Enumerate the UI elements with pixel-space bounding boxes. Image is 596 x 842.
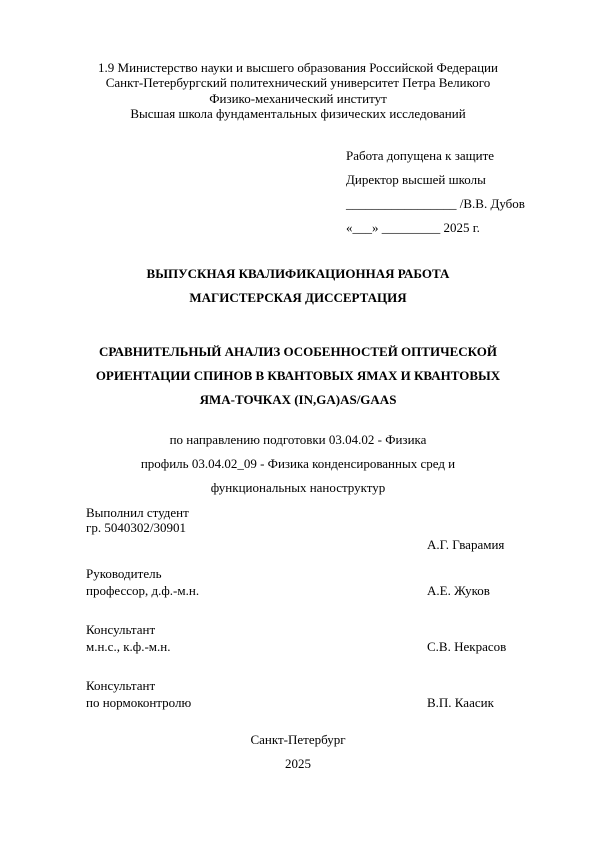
norm-consultant-name: В.П. Каасик (427, 695, 494, 710)
student-name: А.Г. Гварамия (427, 537, 505, 552)
year: 2025 (285, 756, 311, 771)
work-type-line1: ВЫПУСКНАЯ КВАЛИФИКАЦИОННАЯ РАБОТА (146, 266, 450, 281)
city: Санкт-Петербург (250, 732, 346, 747)
approval-admitted: Работа допущена к защите (346, 148, 495, 163)
student-label: Выполнил студент (86, 505, 189, 520)
norm-consultant-label: Консультант (86, 678, 156, 693)
supervisor-name: А.Е. Жуков (427, 583, 490, 598)
approval-director: Директор высшей школы (346, 172, 486, 187)
approval-date: «___» _________ 2025 г. (346, 220, 480, 235)
direction-line3: функциональных наноструктур (210, 480, 386, 495)
consultant-title: м.н.с., к.ф.-м.н. (86, 639, 171, 654)
consultant-label: Консультант (86, 622, 156, 637)
consultant-name: С.В. Некрасов (427, 639, 507, 654)
school-line: Высшая школа фундаментальных физических исследований (130, 106, 466, 121)
institute-line: Физико-механический институт (209, 91, 387, 106)
approval-signature: _________________ /В.В. Дубов (346, 196, 525, 211)
title-line3: ЯМА-ТОЧКАХ (IN,GA)AS/GAAS (199, 392, 397, 407)
norm-consultant-title: по нормоконтролю (86, 695, 192, 710)
supervisor-title: профессор, д.ф.-м.н. (86, 583, 200, 598)
student-group: гр. 5040302/30901 (86, 520, 186, 535)
work-type-line2: МАГИСТЕРСКАЯ ДИССЕРТАЦИЯ (189, 290, 407, 305)
ministry-line: 1.9 Министерство науки и высшего образования Российской Федерации (98, 60, 498, 75)
title-line2: ОРИЕНТАЦИИ СПИНОВ В КВАНТОВЫХ ЯМАХ И КВАНТОВЫХ (95, 368, 501, 383)
supervisor-label: Руководитель (86, 566, 162, 581)
university-line: Санкт-Петербургский политехнический университет Петра Великого (105, 75, 491, 90)
direction-line1: по направлению подготовки 03.04.02 - Физика (169, 432, 427, 447)
direction-line2: профиль 03.04.02_09 - Физика конденсированных сред и (140, 456, 456, 471)
title-line1: СРАВНИТЕЛЬНЫЙ АНАЛИЗ ОСОБЕННОСТЕЙ ОПТИЧЕСКОЙ (99, 344, 497, 359)
